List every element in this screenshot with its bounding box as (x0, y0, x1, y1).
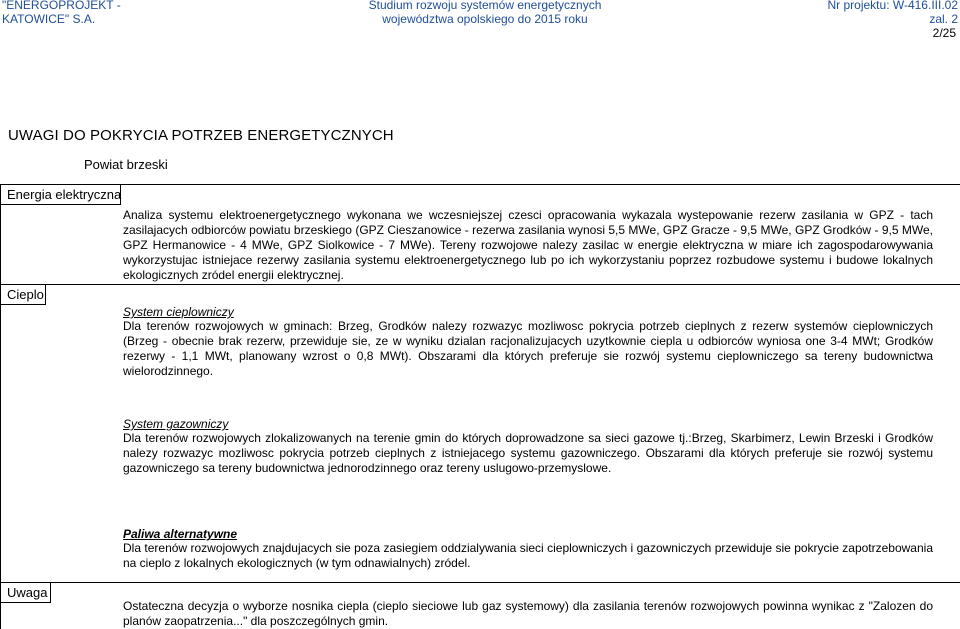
cieplowniczy-heading (123, 305, 933, 320)
label-cell-divider-uwaga (50, 582, 51, 602)
section-label-energia: Energia elektryczna (7, 187, 122, 202)
header-study-line2: województwa opolskiego do 2015 roku (382, 11, 588, 26)
section-divider-uwaga (0, 582, 960, 583)
cieplowniczy-heading-text: System cieplowniczy (123, 305, 234, 319)
paliwa-heading (123, 527, 933, 542)
header-study-line1: Studium rozwoju systemów energetycznych (368, 0, 602, 12)
label-cell-bottom-uwaga (0, 602, 51, 603)
gazowniczy-heading-text: System gazowniczy (123, 417, 229, 431)
label-cell-bottom-cieplo (0, 304, 46, 305)
document-title: UWAGI DO POKRYCIA POTRZEB ENERGETYCZNYCH (8, 127, 394, 144)
gazowniczy-heading (123, 417, 933, 432)
section-label-uwaga: Uwaga (7, 585, 48, 600)
header-project-number: Nr projektu: W-416.III.02 (827, 0, 958, 12)
paliwa-heading-text: Paliwa alternatywne (123, 527, 238, 541)
header-project (758, 0, 958, 26)
cieplowniczy-paragraph: Dla terenów rozwojowych w gminach: Brzeg, Grodków nalezy rozwazyc mozliwosc pokrycia potrzeb cieplnych z rezerw systemów cieplowniczych (Brzeg - obecnie brak rezerw, przewiduje sie, ze w wyniku dzialan racjonalizujacych uzytkownie ciepla u odbiorców wyniosa one 3-4 MWt; Grodków rezerwy - 1,1 MWt, planowany wzrost o 0,8 MWt). Obszarami dla których preferuje sie rozwój systemu cieplowniczego sa tereny budownictwa wielorodzinnego. (123, 319, 933, 378)
header-study-title (360, 0, 610, 26)
page-number: 2/25 (932, 26, 956, 40)
header-company-line2: KATOWICE" S.A. (2, 11, 96, 26)
gazowniczy-paragraph: Dla terenów rozwojowych zlokalizowanych na terenie gmin do których doprowadzone sa sieci gazowe tj.:Brzeg, Skarbimerz, Lewin Brzeski i Grodków nalezy rozwazyc mozliwosc pokrycia potrzeb cieplnych z istniejacego systemu gazowniczego. Obszarami dla których preferuje sie rozwój systemu gazowniczego sa tereny budownictwa jednorodzinnego oraz tereny uslugowo-przemyslowe. (123, 431, 933, 475)
table-top-border (0, 184, 960, 185)
paliwa-paragraph: Dla terenów rozwojowych znajdujacych sie poza zasiegiem oddzialywania sieci cieplowniczych i gazowniczych przewiduje sie pokrycie zapotrzebowania na cieplo z lokalnych ekologicznych (w tym odnawialnych) zródel. (123, 541, 933, 570)
uwaga-paragraph: Ostateczna decyzja o wyborze nosnika ciepla (cieplo sieciowe lub gaz systemowy) dla zasilania terenów rozwojowych powinna wynikac z "Zalozen do planów zaopatrzenia..." dla poszczególnych gmin. (123, 599, 933, 628)
energia-paragraph: Analiza systemu elektroenergetycznego wykonana we wczesniejszej czesci opracowania wykazala wystepowanie rezerw zasilania w GPZ - tach zasilajacych odbiorców powiatu brzeskiego (GPZ Cieszanowice - rezerwa zasilania wynosi 5,5 MWe, GPZ Gracze - 9,5 MWe, GPZ Grodków - 9,5 MWe, GPZ Hermanowice - 4 MWe, GPZ Siolkowice - 7 MWe). Tereny rozwojowe nalezy zasilac w energie elektryczna w miare ich zagospodarowywania wykorzystujac istniejace rezerwy zasilania systemu elektroenergetycznego lub po ich wykorzystaniu poprzez rozbudowe systemu i budowe lokalnych ekologicznych zródel energii elektrycznej. (123, 208, 933, 282)
label-cell-bottom-energia (0, 204, 121, 205)
header-company-line1: "ENERGOPROJEKT - (2, 0, 121, 12)
section-label-cieplo: Cieplo (7, 287, 44, 302)
label-cell-divider-cieplo (45, 284, 46, 304)
header-attachment: zal. 2 (929, 11, 958, 26)
section-divider-cieplo (0, 284, 960, 285)
header-company (2, 0, 202, 26)
table-left-border (0, 184, 1, 629)
document-subtitle: Powiat brzeski (84, 157, 168, 172)
